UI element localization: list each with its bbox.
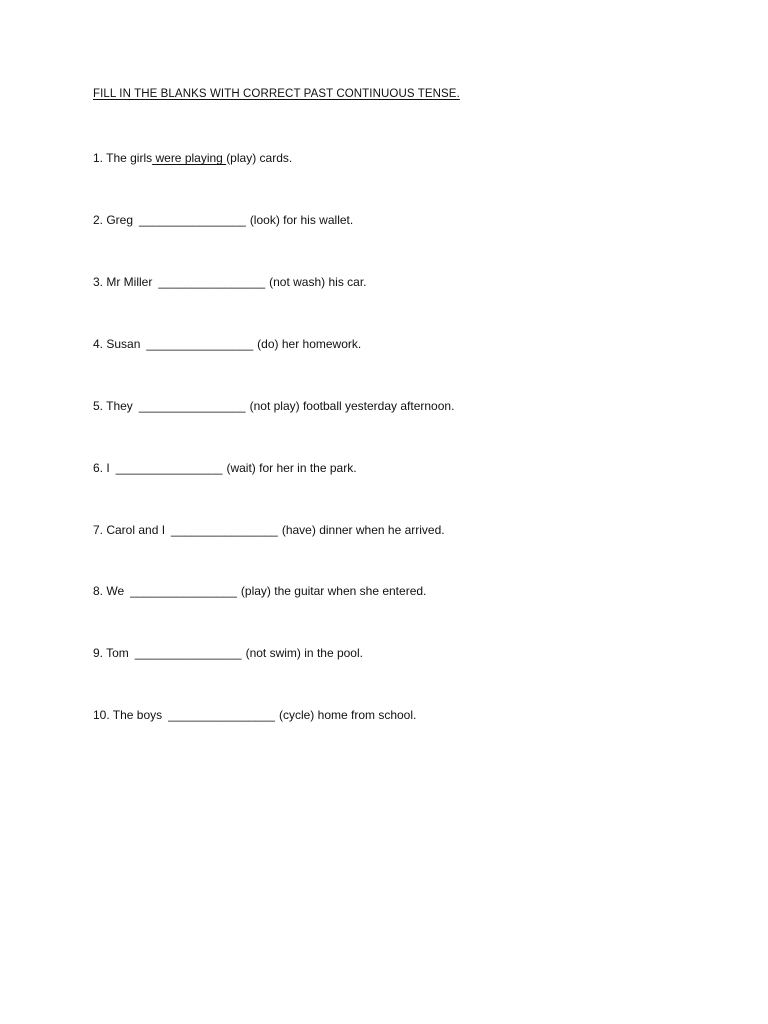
question-suffix: her homework. <box>281 337 362 351</box>
answer-blank[interactable]: ________________ <box>138 399 246 413</box>
answer-blank[interactable]: ________________ <box>158 275 266 289</box>
question-prefix: 7. Carol and I <box>93 523 166 537</box>
question-suffix: his car. <box>328 275 367 289</box>
question-suffix: for his wallet. <box>283 213 354 227</box>
question-1 <box>93 150 292 166</box>
answer-blank[interactable]: ________________ <box>139 213 246 227</box>
question-verb: (not play) <box>249 399 300 413</box>
question-suffix: in the pool. <box>304 646 363 660</box>
question-prefix: 3. Mr Miller <box>93 275 153 289</box>
question-verb: (look) <box>249 213 280 227</box>
question-2 <box>93 212 353 228</box>
answer-blank[interactable]: ________________ <box>171 523 278 537</box>
question-verb: (play) <box>226 151 257 165</box>
question-suffix: home from school. <box>317 708 417 722</box>
question-prefix: 1. The girls <box>93 151 153 165</box>
question-suffix: dinner when he arrived. <box>319 523 445 537</box>
question-verb: (cycle) <box>278 708 315 722</box>
question-suffix: for her in the park. <box>259 461 357 475</box>
answer-blank[interactable]: ________________ <box>134 646 242 660</box>
question-prefix: 6. I <box>93 461 110 475</box>
answer-blank[interactable]: ________________ <box>146 337 254 351</box>
question-suffix: football yesterday afternoon. <box>302 399 455 413</box>
question-verb: (not swim) <box>245 646 301 660</box>
question-prefix: 5. They <box>93 399 133 413</box>
question-4 <box>93 336 361 352</box>
question-verb: (have) <box>281 523 316 537</box>
question-3 <box>93 274 367 290</box>
question-verb: (play) <box>240 584 271 598</box>
question-5 <box>93 398 454 414</box>
question-verb: (wait) <box>226 461 256 475</box>
question-suffix: the guitar when she entered. <box>274 584 427 598</box>
question-verb: (not wash) <box>269 275 326 289</box>
question-10 <box>93 707 416 723</box>
question-verb: (do) <box>257 337 279 351</box>
question-7 <box>93 522 445 538</box>
question-8 <box>93 583 426 599</box>
question-prefix: 9. Tom <box>93 646 129 660</box>
question-suffix: cards. <box>259 151 293 165</box>
question-prefix: 4. Susan <box>93 337 141 351</box>
question-prefix: 8. We <box>93 584 125 598</box>
question-prefix: 10. The boys <box>93 708 163 722</box>
example-answer: were playing <box>152 151 227 165</box>
worksheet-title: FILL IN THE BLANKS WITH CORRECT PAST CONTINUOUS TENSE. <box>93 88 460 100</box>
answer-blank[interactable]: ________________ <box>130 584 237 598</box>
question-6 <box>93 460 357 476</box>
question-prefix: 2. Greg <box>93 213 134 227</box>
answer-blank[interactable]: ________________ <box>115 461 223 475</box>
answer-blank[interactable]: ________________ <box>168 708 275 722</box>
question-9 <box>93 645 363 661</box>
